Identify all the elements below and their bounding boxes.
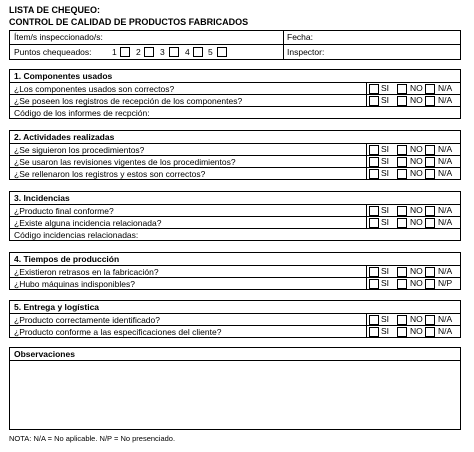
divider — [9, 44, 461, 45]
point-1-label: 1 — [112, 47, 117, 57]
point-5-label: 5 — [208, 47, 213, 57]
section-5-title: 5. Entrega y logística — [14, 302, 100, 312]
si-label: SI — [381, 217, 390, 227]
section-2-title: 2. Actividades realizadas — [14, 132, 115, 142]
question-text: ¿Existieron retrasos en la fabricación? — [14, 267, 159, 277]
na-checkbox[interactable] — [425, 315, 435, 325]
na-label: N/A — [438, 314, 453, 324]
no-checkbox[interactable] — [397, 218, 407, 228]
point-3-checkbox[interactable] — [169, 47, 179, 57]
divider — [9, 265, 461, 266]
np-label: N/P — [438, 278, 453, 288]
na-label: N/A — [438, 205, 453, 215]
point-5-checkbox[interactable] — [217, 47, 227, 57]
question-text: ¿Producto conforme a las especificaciones del cliente? — [14, 327, 222, 337]
no-checkbox[interactable] — [397, 96, 407, 106]
footer-note: NOTA: N/A = No aplicable. N/P = No presenciado. — [9, 434, 176, 443]
na-checkbox[interactable] — [425, 96, 435, 106]
no-label: NO — [410, 95, 423, 105]
na-checkbox[interactable] — [425, 218, 435, 228]
section-1-title: 1. Componentes usados — [14, 71, 113, 81]
no-label: NO — [410, 326, 423, 336]
no-label: NO — [410, 278, 423, 288]
inspector-label: Inspector: — [287, 47, 325, 57]
no-checkbox[interactable] — [397, 279, 407, 289]
si-label: SI — [381, 95, 390, 105]
si-label: SI — [381, 83, 390, 93]
si-checkbox[interactable] — [369, 218, 379, 228]
divider — [9, 204, 461, 205]
field-label: Código de los informes de recpción: — [14, 108, 150, 118]
no-label: NO — [410, 144, 423, 154]
np-checkbox[interactable] — [425, 279, 435, 289]
na-label: N/A — [438, 217, 453, 227]
field-label: Código incidencias relacionadas: — [14, 230, 139, 240]
observations-title: Observaciones — [14, 349, 75, 359]
no-label: NO — [410, 83, 423, 93]
date-label: Fecha: — [287, 32, 313, 42]
no-label: NO — [410, 205, 423, 215]
si-label: SI — [381, 144, 390, 154]
question-text: ¿Se poseen los registros de recepción de los componentes? — [14, 96, 243, 106]
si-label: SI — [381, 156, 390, 166]
divider — [283, 30, 284, 60]
no-checkbox[interactable] — [397, 169, 407, 179]
divider — [9, 82, 461, 83]
points-label: Puntos chequeados: — [14, 47, 92, 57]
divider — [9, 143, 461, 144]
section-3-title: 3. Incidencias — [14, 193, 70, 203]
divider — [366, 265, 367, 290]
na-label: N/A — [438, 83, 453, 93]
si-label: SI — [381, 314, 390, 324]
si-label: SI — [381, 278, 390, 288]
document-title-line1: LISTA DE CHEQUEO: — [9, 5, 101, 15]
section-4-title: 4. Tiempos de producción — [14, 254, 120, 264]
si-checkbox[interactable] — [369, 84, 379, 94]
divider — [366, 143, 367, 180]
document-title-line2: CONTROL DE CALIDAD DE PRODUCTOS FABRICADOS — [9, 17, 249, 27]
na-label: N/A — [438, 95, 453, 105]
si-checkbox[interactable] — [369, 169, 379, 179]
no-checkbox[interactable] — [397, 267, 407, 277]
no-label: NO — [410, 156, 423, 166]
no-label: NO — [410, 314, 423, 324]
divider — [366, 204, 367, 228]
na-checkbox[interactable] — [425, 84, 435, 94]
na-checkbox[interactable] — [425, 206, 435, 216]
si-checkbox[interactable] — [369, 206, 379, 216]
si-label: SI — [381, 326, 390, 336]
na-checkbox[interactable] — [425, 267, 435, 277]
items-label: Ítem/s inspeccionado/s: — [14, 32, 103, 42]
si-checkbox[interactable] — [369, 145, 379, 155]
no-checkbox[interactable] — [397, 145, 407, 155]
divider — [366, 313, 367, 338]
question-text: ¿Se usaron las revisiones vigentes de los procedimientos? — [14, 157, 236, 167]
point-4-label: 4 — [185, 47, 190, 57]
na-checkbox[interactable] — [425, 327, 435, 337]
question-text: ¿Producto final conforme? — [14, 206, 114, 216]
na-checkbox[interactable] — [425, 157, 435, 167]
na-checkbox[interactable] — [425, 145, 435, 155]
point-4-checkbox[interactable] — [193, 47, 203, 57]
na-label: N/A — [438, 168, 453, 178]
question-text: ¿Se rellenaron los registros y estos son correctos? — [14, 169, 206, 179]
question-text: ¿Se siguieron los procedimientos? — [14, 145, 145, 155]
na-label: N/A — [438, 326, 453, 336]
no-label: NO — [410, 266, 423, 276]
si-label: SI — [381, 168, 390, 178]
si-label: SI — [381, 266, 390, 276]
no-checkbox[interactable] — [397, 327, 407, 337]
point-2-label: 2 — [136, 47, 141, 57]
divider — [9, 360, 461, 361]
question-text: ¿Producto correctamente identificado? — [14, 315, 160, 325]
no-checkbox[interactable] — [397, 315, 407, 325]
si-label: SI — [381, 205, 390, 215]
si-checkbox[interactable] — [369, 315, 379, 325]
si-checkbox[interactable] — [369, 327, 379, 337]
si-checkbox[interactable] — [369, 157, 379, 167]
point-1-checkbox[interactable] — [120, 47, 130, 57]
si-checkbox[interactable] — [369, 279, 379, 289]
divider — [366, 82, 367, 106]
point-2-checkbox[interactable] — [144, 47, 154, 57]
na-label: N/A — [438, 144, 453, 154]
no-checkbox[interactable] — [397, 206, 407, 216]
divider — [9, 313, 461, 314]
na-label: N/A — [438, 156, 453, 166]
na-label: N/A — [438, 266, 453, 276]
no-label: NO — [410, 168, 423, 178]
si-checkbox[interactable] — [369, 96, 379, 106]
no-checkbox[interactable] — [397, 84, 407, 94]
point-3-label: 3 — [160, 47, 165, 57]
si-checkbox[interactable] — [369, 267, 379, 277]
question-text: ¿Existe alguna incidencia relacionada? — [14, 218, 162, 228]
no-label: NO — [410, 217, 423, 227]
na-checkbox[interactable] — [425, 169, 435, 179]
question-text: ¿Los componentes usados son correctos? — [14, 84, 175, 94]
question-text: ¿Hubo máquinas indisponibles? — [14, 279, 135, 289]
no-checkbox[interactable] — [397, 157, 407, 167]
